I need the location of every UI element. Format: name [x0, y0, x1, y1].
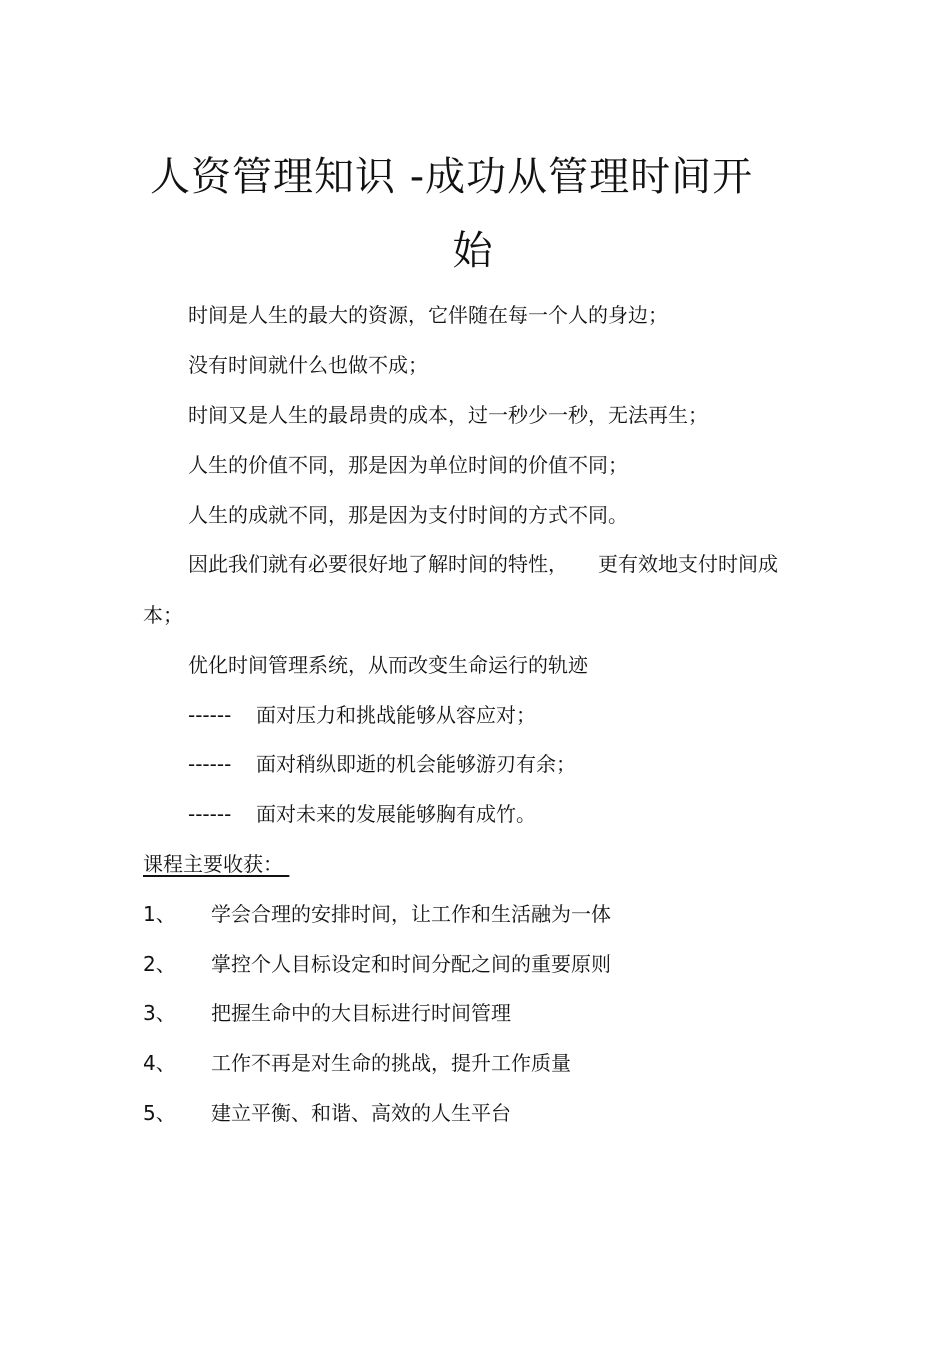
paragraph: [188, 550, 778, 578]
list-text: 掌控个人目标设定和时间分配之间的重要原则: [211, 952, 611, 976]
paragraph: 没有时间就什么也做不成；: [188, 353, 428, 377]
dash-marker: ------: [188, 802, 232, 826]
list-item: [143, 1049, 571, 1077]
dash-list-item: [188, 750, 576, 778]
paragraph-part: 更有效地支付时间成: [598, 552, 778, 576]
document-title-continued: 始: [452, 228, 493, 274]
list-item: [143, 999, 511, 1027]
dash-item-text: 面对未来的发展能够胸有成竹。: [256, 802, 536, 826]
dash-item-text: 面对压力和挑战能够从容应对；: [256, 703, 536, 727]
document-title: 人资管理知识 -成功从管理时间开: [150, 154, 754, 200]
list-number: 5、: [143, 1101, 176, 1125]
list-text: 建立平衡、和谐、高效的人生平台: [211, 1101, 511, 1125]
list-item: [143, 900, 611, 928]
paragraph: 时间又是人生的最昂贵的成本，过一秒少一秒，无法再生；: [188, 403, 708, 427]
dash-item-text: 面对稍纵即逝的机会能够游刃有余；: [256, 752, 576, 776]
paragraph: 时间是人生的最大的资源，它伴随在每一个人的身边；: [188, 303, 668, 327]
paragraph: 人生的价值不同，那是因为单位时间的价值不同；: [188, 453, 628, 477]
list-item: [143, 950, 611, 978]
list-text: 把握生命中的大目标进行时间管理: [211, 1001, 511, 1025]
list-item: [143, 1099, 511, 1127]
paragraph-part: 因此我们就有必要很好地了解时间的特性，: [188, 552, 568, 576]
dash-list-item: [188, 701, 536, 729]
section-heading: [143, 850, 305, 878]
list-text: 工作不再是对生命的挑战，提升工作质量: [211, 1051, 571, 1075]
paragraph: 优化时间管理系统，从而改变生命运行的轨迹: [188, 653, 588, 677]
dash-marker: ------: [188, 752, 232, 776]
list-number: 4、: [143, 1051, 176, 1075]
list-number: 2、: [143, 952, 176, 976]
list-text: 学会合理的安排时间，让工作和生活融为一体: [211, 902, 611, 926]
dash-list-item: [188, 800, 536, 828]
paragraph: 人生的成就不同，那是因为支付时间的方式不同。: [188, 503, 628, 527]
list-number: 1、: [143, 902, 176, 926]
dash-marker: ------: [188, 703, 232, 727]
section-heading-text: 课程主要收获：: [143, 852, 283, 876]
paragraph-continuation: 本；: [143, 603, 183, 627]
list-number: 3、: [143, 1001, 176, 1025]
